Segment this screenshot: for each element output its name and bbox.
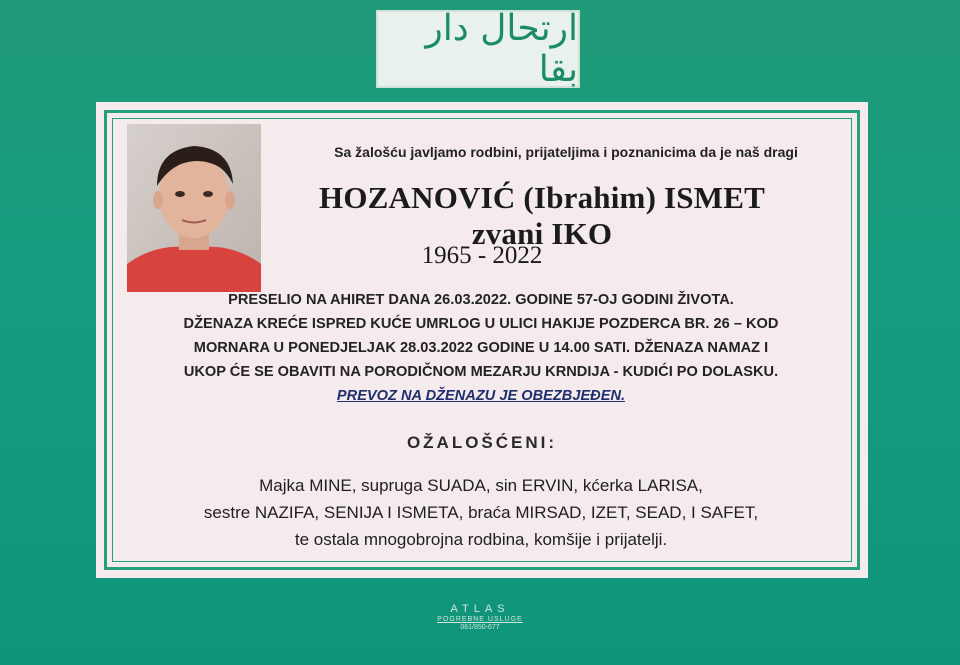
deceased-name: HOZANOVIĆ (Ibrahim) ISMET zvani IKO	[319, 180, 765, 251]
mourners-line: Majka MINE, supruga SUADA, sin ERVIN, kćerka LARISA,	[259, 476, 703, 495]
portrait-photo	[127, 124, 261, 292]
arabic-calligraphy-text: ارتحال دار بقا	[425, 8, 578, 90]
transport-note: PREVOZ NA DŽENAZU JE OBEZBJEĐEN.	[336, 388, 626, 404]
mourners-list	[116, 472, 846, 553]
obituary-notice	[96, 102, 868, 578]
announcement-intro: Sa žalošću javljamo rodbini, prijateljima i poznanicima da je naš dragi	[334, 144, 798, 160]
footer-subtitle: POGREBNE USLUGE	[437, 616, 523, 623]
detail-line: PRESELIO NA AHIRET DANA 26.03.2022. GODINE 57-OJ GODINI ŽIVOTA.	[228, 292, 734, 308]
detail-line: UKOP ĆE SE OBAVITI NA PORODIČNOM MEZARJU KRNDIJA - KUDIĆI PO DOLASKU.	[183, 364, 779, 380]
mourners-heading: OŽALOŠĆENI:	[406, 433, 558, 452]
footer-brand: ATLAS	[450, 603, 510, 615]
detail-line: MORNARA U PONEDJELJAK 28.03.2022 GODINE U 14.00 SATI. DŽENAZA NAMAZ I	[193, 340, 769, 356]
arabic-calligraphy-plaque	[376, 10, 580, 88]
detail-line: DŽENAZA KREĆE ISPRED KUĆE UMRLOG U ULICI HAKIJE POZDERCA BR. 26 – KOD	[183, 316, 779, 332]
funeral-service-logo	[430, 603, 530, 631]
mourners-line: sestre NAZIFA, SENIJA I ISMETA, braća MIRSAD, IZET, SEAD, I SAFET,	[203, 503, 759, 522]
mourners-line: te ostala mnogobrojna rodbina, komšije i prijatelji.	[294, 530, 668, 549]
funeral-details	[126, 288, 836, 408]
footer-phone: 061/850-677	[460, 624, 500, 631]
life-years: 1965 - 2022	[421, 242, 543, 269]
